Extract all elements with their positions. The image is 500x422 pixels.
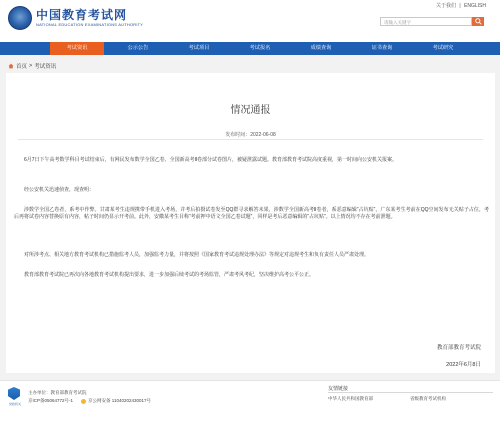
icp-number[interactable]: 京ICP备05064772号-1 (28, 398, 74, 403)
host-info: 主办单位：教育部教育考试院 (28, 390, 87, 395)
police-badge-icon (81, 399, 86, 404)
friend-link-provincial[interactable]: 省级教育考试机构 (410, 396, 446, 401)
nav-item-exam-research[interactable]: 考试研究 (432, 45, 454, 51)
nav-item-score-query[interactable]: 成绩查询 (310, 45, 332, 51)
breadcrumb-home[interactable]: 首页 (16, 64, 28, 70)
breadcrumb (8, 62, 56, 70)
publish-time: 发布时间：2022-06-08 (225, 132, 276, 138)
article-paragraph-4: 对所涉考点、相关地方教育考试机构已措施监考人员，加强监考力量，并将按照《国家教育考试违规处理办法》等规定对违规考生和负有责任人员严肃处理。 (24, 252, 370, 258)
seal-icon (8, 6, 32, 30)
friend-links-title: 友情链接 (328, 386, 349, 392)
police-record[interactable]: 京公网安备 11040202430017号 (88, 398, 151, 403)
search-icon (475, 18, 482, 25)
party-government-badge-icon[interactable] (8, 387, 20, 400)
badge-label: 党政机关 (8, 402, 21, 406)
search-input[interactable]: 请输入关键字 (380, 17, 472, 26)
article-panel (6, 73, 495, 373)
site-header (0, 0, 500, 42)
nav-item-certificate-query[interactable]: 证书查询 (371, 45, 393, 51)
article-paragraph-2: 经公安机关迅速侦查，现查明： (24, 187, 95, 193)
friend-link-moe[interactable]: 中华人民共和国教育部 (328, 396, 373, 401)
search-button[interactable] (472, 17, 484, 26)
logo-subtitle: NATIONAL EDUCATION EXAMINATIONS AUTHORITY (36, 22, 144, 27)
nav-item-exam-news[interactable]: 考试资讯 (50, 42, 104, 55)
article-title: 情况通报 (230, 105, 271, 116)
nav-item-announcements[interactable]: 公示公告 (127, 45, 149, 51)
nav-item-exam-projects[interactable]: 考试项目 (188, 45, 210, 51)
icp-info (28, 398, 151, 404)
article-paragraph-3: 涉数学全国乙卷者，系考中作弊。甘肃某考生违规携带手机进入考场，并考后拍摄试卷发至QQ群寻求解答未果，涉数学全国新高考Ⅱ卷者，系恶意编辑“占坑贴”，广东某考生考前在QQ空间发布无关贴子占位，考后再将试卷内容替换原有内容，帖子时间仍显示开考前。此外，安徽某考生目称“考前押中语文全国乙卷试题”，同样是考后恶意编辑的“占坑贴”。以上情况均不存在考前泄题。 (14, 207, 489, 221)
article-paragraph-1: 6月7日下午高考数学科目考试结束后，有网民发布数学全国乙卷、全国新高考Ⅱ卷部分试卷图片，被疑泄露试题。教育部教育考试院高度重视，第一时间向公安机关报案。 (24, 157, 398, 163)
logo-title: 中国教育考试网 (36, 8, 128, 22)
breadcrumb-separator: > (29, 63, 33, 69)
top-links-separator: | (459, 3, 461, 9)
english-link[interactable]: ENGLISH (464, 3, 486, 9)
signature-date: 2022年6月8日 (446, 362, 481, 368)
nav-item-registration[interactable]: 考试报名 (249, 45, 271, 51)
about-link[interactable]: 关于我们 (435, 3, 456, 9)
site-logo[interactable] (8, 6, 143, 30)
signature-org: 教育部教育考试院 (436, 345, 481, 351)
main-nav (0, 42, 500, 55)
home-icon (8, 63, 14, 69)
title-divider (18, 139, 483, 140)
article-paragraph-5: 教育部教育考试院已再次向各地教育考试机构提出要求，进一步加强后续考试的考场监管，严肃考风考纪，坚决维护高考公平公正。 (24, 272, 315, 278)
friend-links-divider (328, 392, 493, 393)
breadcrumb-current[interactable]: 考试资讯 (34, 64, 57, 70)
site-footer (0, 380, 500, 422)
top-links (434, 2, 486, 9)
